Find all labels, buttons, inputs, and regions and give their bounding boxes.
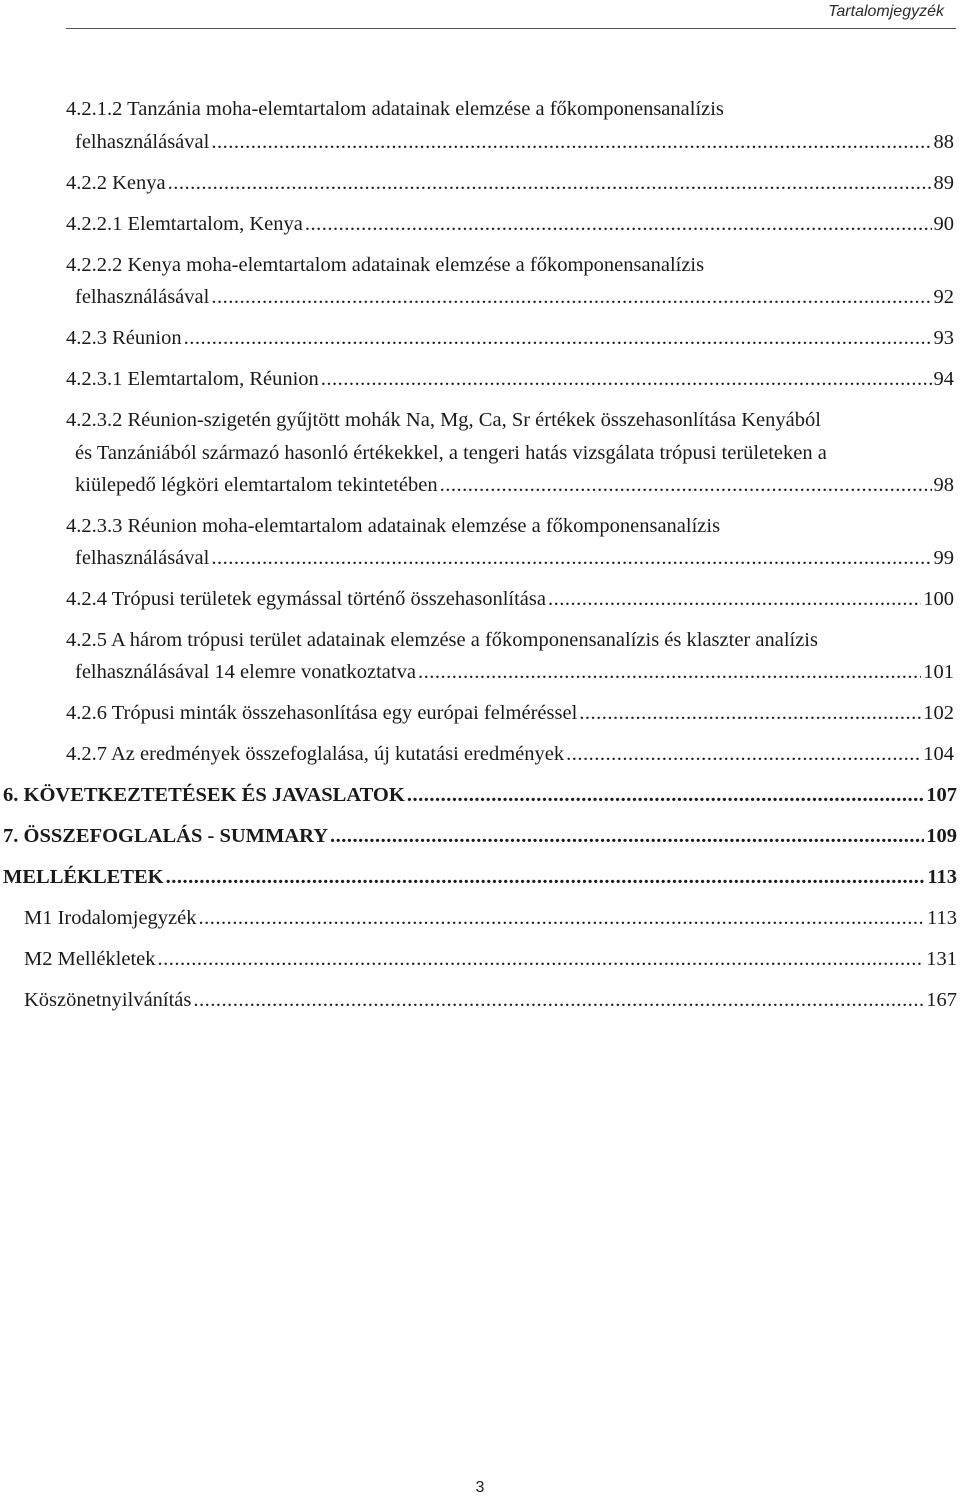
toc-leader-dots bbox=[548, 586, 921, 612]
toc-entry-line bbox=[66, 700, 954, 726]
toc-entry-line bbox=[24, 987, 957, 1013]
toc-page-number: 131 bbox=[926, 948, 957, 970]
toc-leader-dots bbox=[321, 366, 932, 392]
toc-leader-dots bbox=[184, 325, 932, 351]
toc-leader-dots bbox=[211, 129, 931, 155]
toc-entry-text-line: 4.2.3.3 Réunion moha-elemtartalom adatainak elemzése a főkomponensanalízis bbox=[66, 515, 721, 537]
toc-entry-text: 4.2.2 Kenya bbox=[66, 172, 166, 194]
toc-page-number: 98 bbox=[933, 474, 954, 496]
toc-entry-text: Köszönetnyilvánítás bbox=[24, 989, 192, 1011]
toc-entry-text-line: és Tanzániából származó hasonló értékekkel, a tengeri hatás vizsgálata trópusi területeken a bbox=[75, 442, 827, 464]
toc-page-number: 167 bbox=[926, 989, 957, 1011]
toc-entry-text: 4.2.4 Trópusi területek egymással történő összehasonlítása bbox=[66, 588, 546, 610]
toc-entry-line bbox=[3, 782, 957, 808]
toc-entry-text: 4.2.3 Réunion bbox=[66, 327, 182, 349]
toc-entry-text-line: 4.2.1.2 Tanzánia moha-elemtartalom adatainak elemzése a főkomponensanalízis bbox=[66, 98, 724, 120]
toc-page-number: 113 bbox=[927, 866, 957, 888]
toc-entry-text: MELLÉKLETEK bbox=[3, 866, 164, 888]
toc-entry-text-line: 4.2.3.2 Réunion-szigetén gyűjtött mohák Na, Mg, Ca, Sr értékek összehasonlítása Kenyából bbox=[66, 409, 821, 431]
toc-page-number: 88 bbox=[933, 131, 954, 153]
toc-entry-last-line bbox=[75, 129, 954, 155]
toc-entry-text-line: 4.2.2.2 Kenya moha-elemtartalom adatainak elemzése a főkomponensanalízis bbox=[66, 254, 705, 276]
toc-entry-line bbox=[24, 905, 957, 931]
header-rule bbox=[66, 28, 956, 29]
toc-page-number: 94 bbox=[933, 368, 954, 390]
toc-entry-last-line bbox=[75, 659, 954, 685]
toc-page-number: 109 bbox=[926, 825, 957, 847]
toc-entry-text: 4.2.2.1 Elemtartalom, Kenya bbox=[66, 213, 303, 235]
toc-entry-line bbox=[66, 366, 954, 392]
toc-entry-text: felhasználásával 14 elemre vonatkoztatva bbox=[75, 661, 416, 683]
toc-entry-text: felhasználásával bbox=[75, 131, 210, 153]
toc-entry-line bbox=[3, 864, 957, 890]
toc-entry-line bbox=[66, 741, 954, 767]
toc-entry-text: felhasználásával bbox=[75, 286, 210, 308]
toc-page-number: 93 bbox=[933, 327, 954, 349]
toc-entry-last-line bbox=[75, 284, 954, 310]
toc-entry-text: M2 Mellékletek bbox=[24, 948, 156, 970]
toc-entry-text: felhasználásával bbox=[75, 547, 210, 569]
toc-page-number: 99 bbox=[933, 547, 954, 569]
toc-entry-line bbox=[3, 823, 957, 849]
toc-entry-line bbox=[66, 586, 954, 612]
toc-entry-text: M1 Irodalomjegyzék bbox=[24, 907, 197, 929]
toc-entry-text: kiülepedő légköri elemtartalom tekintetében bbox=[75, 474, 438, 496]
toc-leader-dots bbox=[579, 700, 921, 726]
page-number: 3 bbox=[475, 1479, 485, 1496]
toc-leader-dots bbox=[418, 659, 921, 685]
toc-page-number: 101 bbox=[923, 661, 954, 683]
toc-leader-dots bbox=[166, 864, 926, 890]
toc-page-number: 100 bbox=[923, 588, 954, 610]
toc-entry-text: 4.2.7 Az eredmények összefoglalása, új kutatási eredmények bbox=[66, 743, 565, 765]
toc-page-number: 89 bbox=[933, 172, 954, 194]
toc-page-number: 107 bbox=[926, 784, 957, 806]
toc-entry-text-line: 4.2.5 A három trópusi terület adatainak elemzése a főkomponensanalízis és klaszter analízis bbox=[66, 629, 818, 651]
toc-page-number: 102 bbox=[923, 702, 954, 724]
toc-entry-text: 6. KÖVETKEZTETÉSEK ÉS JAVASLATOK bbox=[3, 784, 405, 806]
toc-entry-text: 4.2.6 Trópusi minták összehasonlítása egy európai felméréssel bbox=[66, 702, 578, 724]
toc-entry-line bbox=[66, 170, 954, 196]
toc-entry-text: 7. ÖSSZEFOGLALÁS - SUMMARY bbox=[3, 825, 329, 847]
toc-page-number: 92 bbox=[933, 286, 954, 308]
toc-entry-text: 4.2.3.1 Elemtartalom, Réunion bbox=[66, 368, 319, 390]
toc-leader-dots bbox=[407, 782, 924, 808]
toc-leader-dots bbox=[158, 946, 925, 972]
toc-leader-dots bbox=[305, 211, 932, 237]
toc-page-number: 90 bbox=[933, 213, 954, 235]
toc-leader-dots bbox=[168, 170, 932, 196]
toc-leader-dots bbox=[330, 823, 924, 849]
toc-leader-dots bbox=[566, 741, 921, 767]
toc-leader-dots bbox=[211, 284, 931, 310]
toc-entry-last-line bbox=[75, 545, 954, 571]
toc-entry-line bbox=[66, 211, 954, 237]
toc-entry-line bbox=[66, 325, 954, 351]
toc-page-number: 113 bbox=[927, 907, 957, 929]
toc-leader-dots bbox=[199, 905, 926, 931]
toc-entry-last-line bbox=[75, 472, 954, 498]
toc-entry-line bbox=[24, 946, 957, 972]
running-header: Tartalomjegyzék bbox=[828, 3, 944, 20]
toc-leader-dots bbox=[211, 545, 931, 571]
toc-leader-dots bbox=[440, 472, 932, 498]
toc-leader-dots bbox=[193, 987, 924, 1013]
toc-page-number: 104 bbox=[923, 743, 954, 765]
